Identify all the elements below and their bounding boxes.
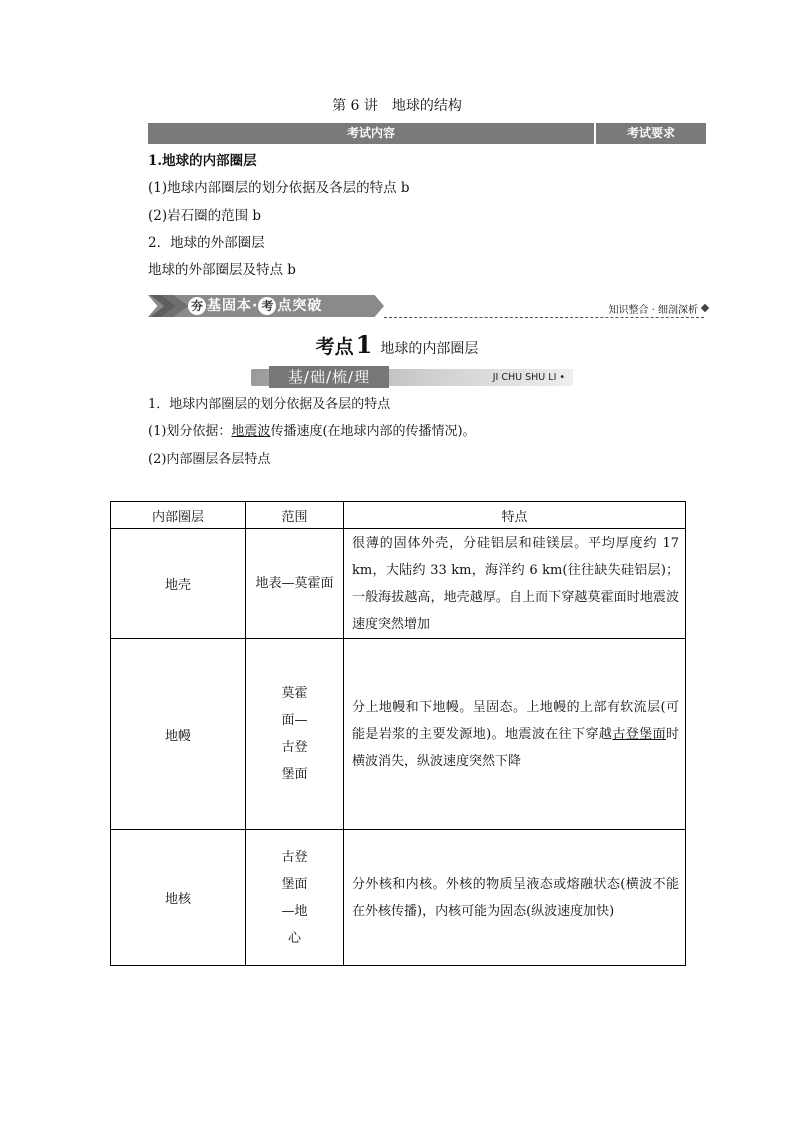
layer-name: 地幔 bbox=[111, 639, 246, 830]
range-line: —地 bbox=[281, 903, 308, 919]
range-line: 堡面 bbox=[281, 767, 308, 782]
requirement-line: (2)岩石圈的范围 b bbox=[148, 208, 262, 224]
exam-requirement-header: 考试要求 bbox=[596, 123, 706, 144]
basis-keyword: 地震波 bbox=[231, 424, 271, 439]
banner-text: 突破 bbox=[292, 298, 323, 314]
topic-label: 考点 bbox=[315, 336, 354, 358]
topic-heading bbox=[0, 330, 794, 359]
requirement-line: 1.地球的内部圈层 bbox=[148, 153, 257, 169]
column-header: 特点 bbox=[344, 502, 686, 529]
banner-text: 基 bbox=[207, 298, 222, 314]
diamond-icon bbox=[701, 304, 709, 312]
section-heading: 1．地球内部圈层的划分依据及各层的特点 bbox=[148, 397, 391, 412]
topic-number: 1 bbox=[355, 330, 373, 359]
range-line: 古登 bbox=[281, 740, 308, 755]
column-header: 范围 bbox=[246, 502, 344, 529]
banner-text: 点 bbox=[277, 298, 293, 314]
range-line: 古登 bbox=[281, 849, 308, 865]
banner-title bbox=[188, 295, 322, 317]
basis-line bbox=[148, 423, 476, 441]
page-title: 第 6 讲 地球的结构 bbox=[332, 98, 462, 114]
layer-name: 地壳 bbox=[111, 529, 246, 639]
banner-text: 固本· bbox=[222, 298, 259, 314]
layer-feature: 分外核和内核。外核的物质呈液态或熔融状态(横波不能在外核传播)，内核可能为固态(纵波速度加快) bbox=[344, 830, 686, 966]
range-line: 莫霍 bbox=[281, 686, 308, 701]
layer-range bbox=[246, 639, 344, 830]
layer-name: 地核 bbox=[111, 830, 246, 966]
section-banner bbox=[148, 293, 708, 319]
requirement-line: (1)地球内部圈层的划分依据及各层的特点 b bbox=[148, 180, 410, 196]
banner-divider bbox=[384, 317, 704, 318]
layer-feature bbox=[344, 639, 686, 830]
column-header: 内部圈层 bbox=[111, 502, 246, 529]
basis-text: 传播速度(在地球内部的传播情况)。 bbox=[270, 424, 476, 439]
topic-title: 地球的内部圈层 bbox=[380, 341, 479, 357]
layer-feature: 很薄的固体外壳，分硅铝层和硅镁层。平均厚度约 17 km，大陆约 33 km，海洋约 6 km(往往缺失硅铝层)；一般海拔越高，地壳越厚。自上而下穿越莫霍面时地震波速度突然增加 bbox=[344, 529, 686, 639]
basis-prefix: (1)划分依据： bbox=[148, 424, 232, 439]
layer-range bbox=[246, 830, 344, 966]
range-line: 堡面 bbox=[281, 876, 308, 892]
requirement-line: 2．地球的外部圈层 bbox=[148, 235, 265, 251]
sub-banner-title: 基/础/梳/理 bbox=[269, 366, 389, 388]
features-heading: (2)内部圈层各层特点 bbox=[148, 452, 271, 467]
sub-banner-pinyin: JI CHU SHU LI • bbox=[492, 372, 565, 383]
requirements-header bbox=[148, 123, 706, 144]
layers-table bbox=[110, 501, 686, 966]
feature-text: 分上地幔和下地幔。呈固态。上地幔的上部有软流层(可能是岩浆的主要发源地)。地震波在往下穿越 bbox=[352, 699, 679, 742]
range-line: 心 bbox=[287, 930, 301, 946]
banner-circle-char: 考 bbox=[258, 297, 276, 315]
table-row bbox=[111, 529, 686, 639]
banner-circle-char: 夯 bbox=[188, 297, 206, 315]
requirement-line: 地球的外部圈层及特点 b bbox=[148, 262, 296, 278]
banner-subtitle: 知识整合 · 细剖深析 bbox=[608, 305, 698, 316]
layer-range: 地表—莫霍面 bbox=[246, 529, 344, 639]
sub-banner bbox=[251, 366, 573, 388]
table-row bbox=[111, 830, 686, 966]
feature-text: 时横波消失，纵波速度突然下降 bbox=[352, 726, 679, 769]
exam-content-header: 考试内容 bbox=[148, 123, 594, 144]
table-header-row bbox=[111, 502, 686, 529]
feature-keyword: 古登堡面 bbox=[612, 726, 666, 742]
table-row bbox=[111, 639, 686, 830]
range-line: 面— bbox=[281, 713, 308, 728]
